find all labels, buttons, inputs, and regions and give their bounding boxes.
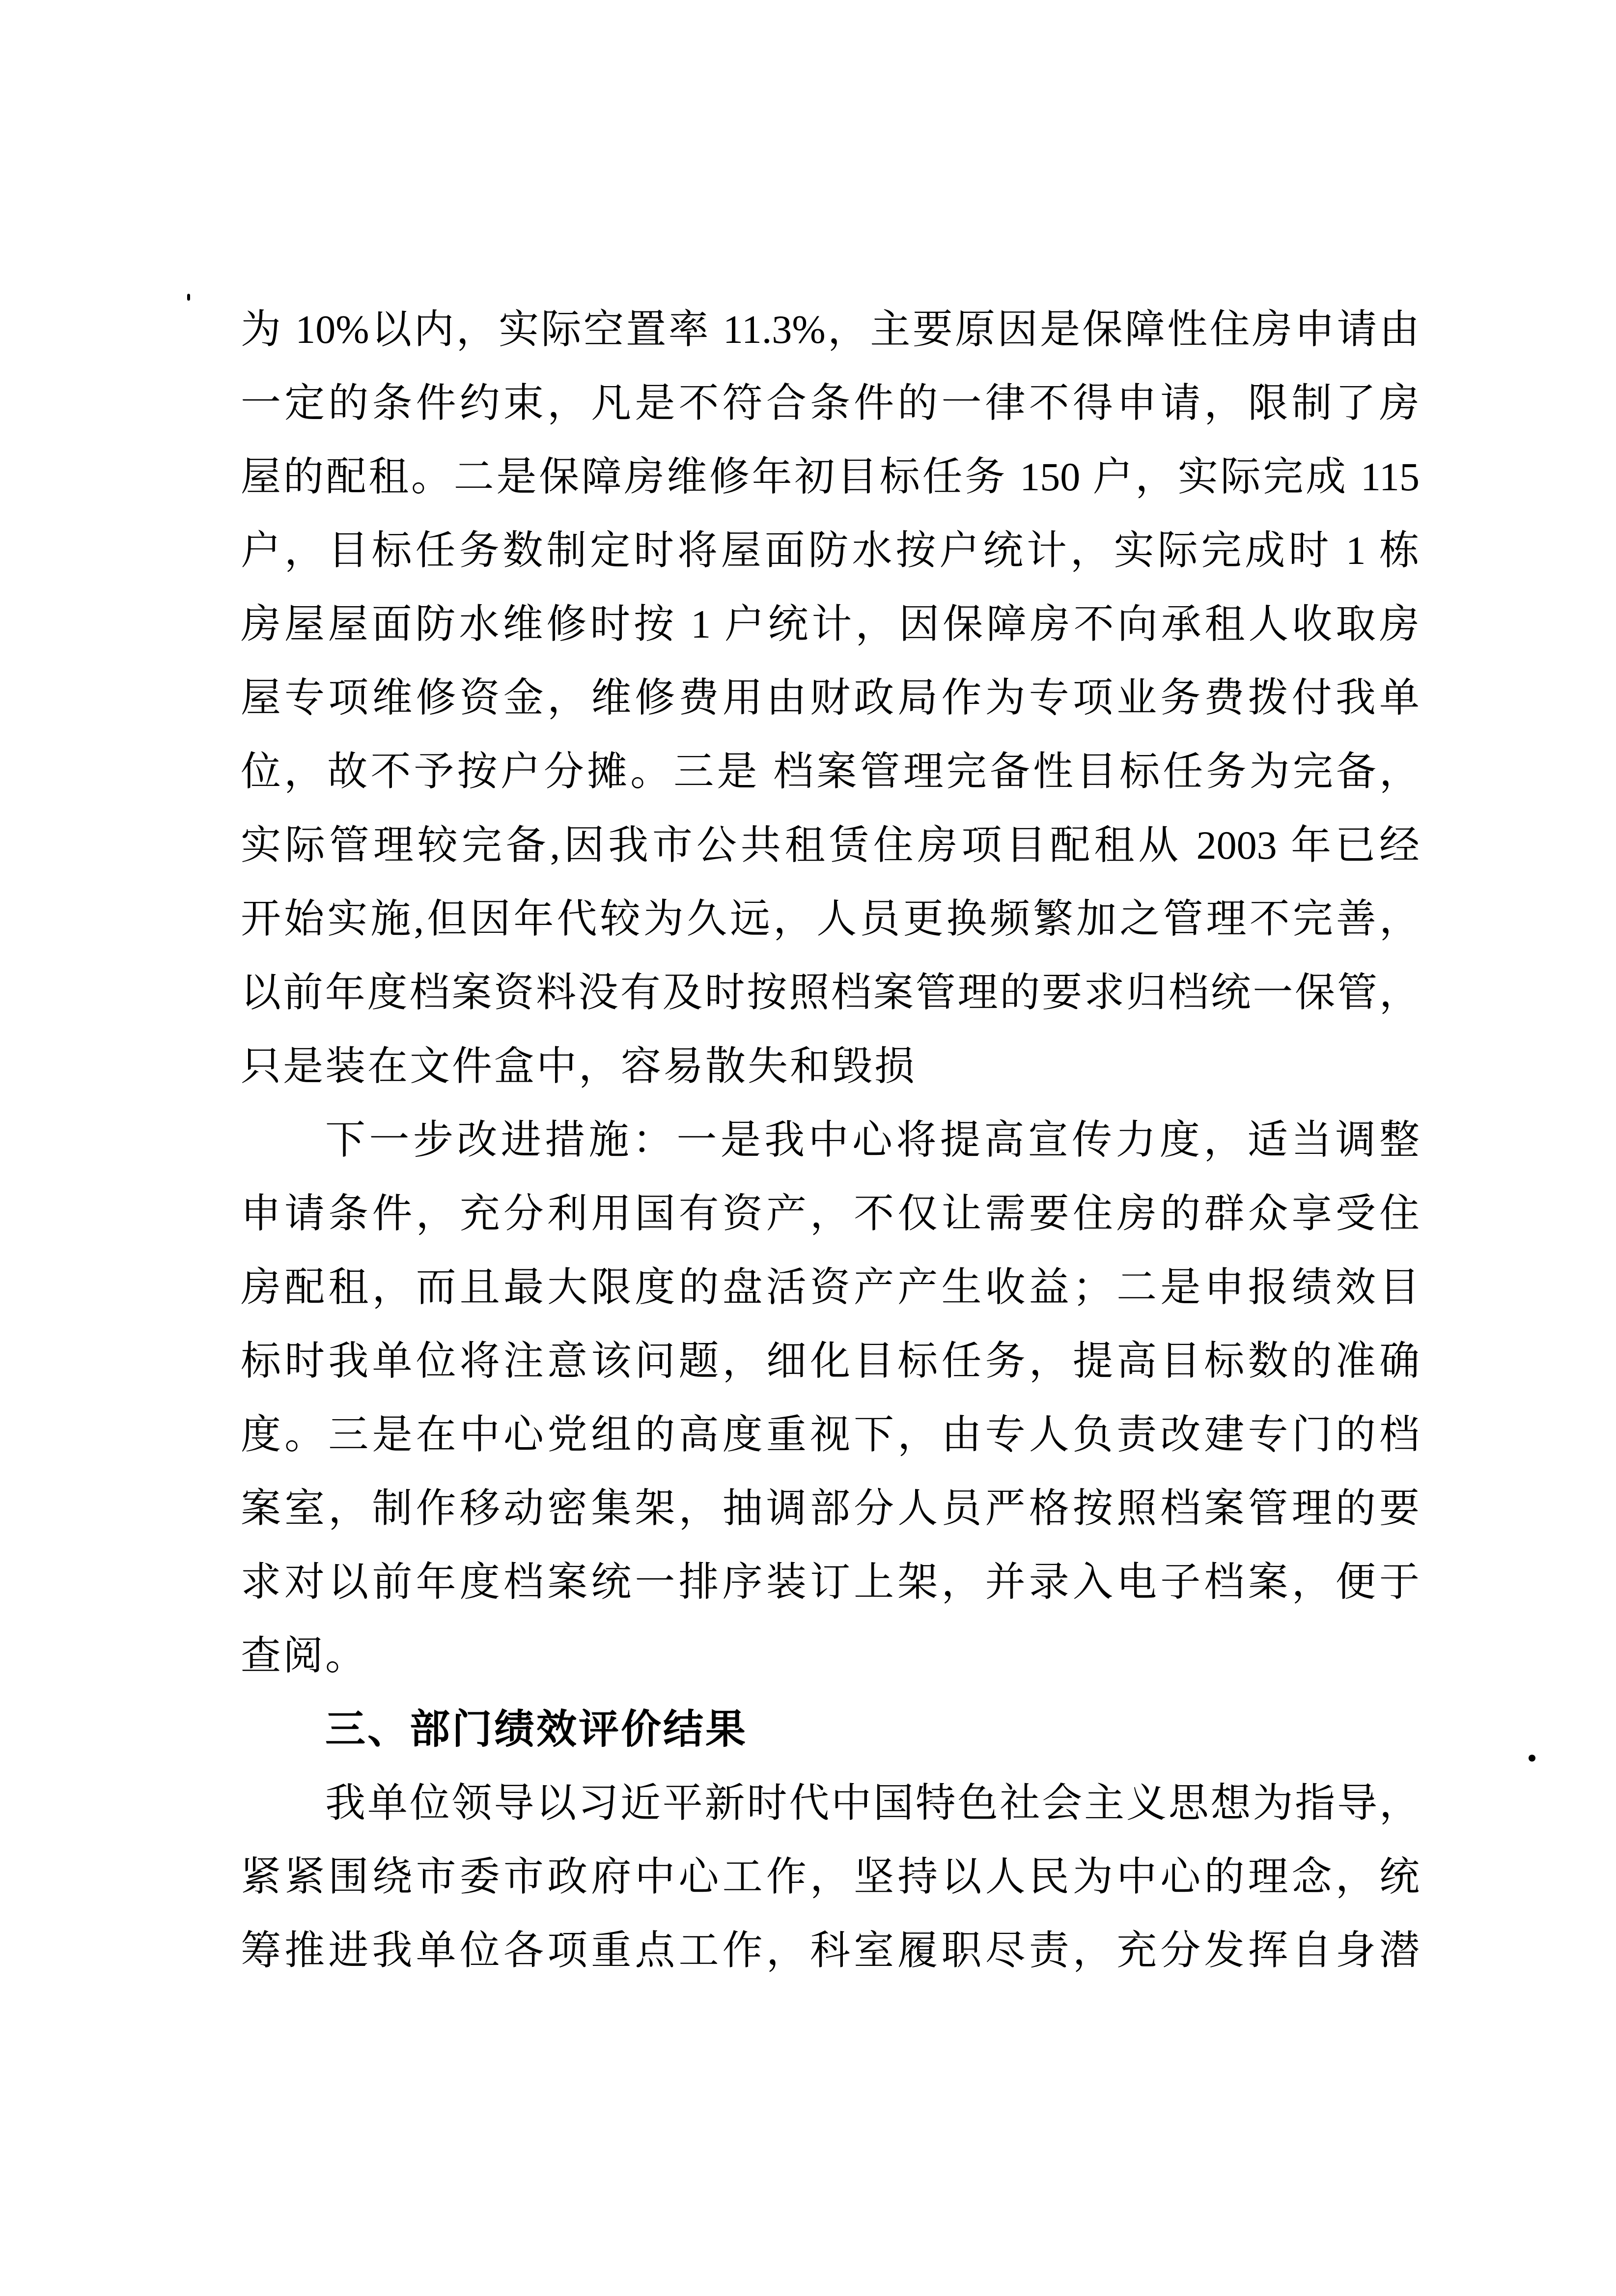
text-line: 房配租，而且最大限度的盘活资产产生收益；二是申报绩效目: [241, 1265, 1420, 1310]
text-line: 紧紧围绕市委市政府中心工作，坚持以人民为中心的理念，统: [241, 1854, 1420, 1899]
text-line: 以前年度档案资料没有及时按照档案管理的要求归档统一保管，: [241, 970, 1420, 1015]
text-line: 一定的条件约束，凡是不符合条件的一律不得申请，限制了房: [241, 381, 1420, 425]
text-line: 申请条件，充分利用国有资产，不仅让需要住房的群众享受住: [241, 1191, 1420, 1236]
text-line: 查阅。: [241, 1633, 368, 1678]
text-line: 位，故不予按户分摊。三是 档案管理完备性目标任务为完备，: [241, 749, 1420, 794]
text-line: 开始实施,但因年代较为久远，人员更换频繁加之管理不完善，: [241, 896, 1420, 941]
text-line: 屋专项维修资金，维修费用由财政局作为专项业务费拨付我单: [241, 675, 1420, 720]
text-line: 实际管理较完备,因我市公共租赁住房项目配租从 2003 年已经: [241, 823, 1420, 868]
scan-speck-small: [187, 294, 190, 301]
scan-speck: [1529, 1755, 1535, 1762]
text-line: 度。三是在中心党组的高度重视下，由专人负责改建专门的档: [241, 1412, 1420, 1457]
text-line: 户，目标任务数制定时将屋面防水按户统计，实际完成时 1 栋: [241, 528, 1420, 573]
text-line: 案室，制作移动密集架，抽调部分人员严格按照档案管理的要: [241, 1486, 1420, 1531]
text-line: 为 10%以内，实际空置率 11.3%，主要原因是保障性住房申请由: [241, 307, 1420, 352]
text-line: 求对以前年度档案统一排序装订上架，并录入电子档案，便于: [241, 1560, 1420, 1604]
text-line: 筹推进我单位各项重点工作，科室履职尽责，充分发挥自身潜: [241, 1928, 1420, 1973]
text-line: 下一步改进措施：一是我中心将提高宣传力度，适当调整: [325, 1118, 1420, 1162]
text-line: 我单位领导以习近平新时代中国特色社会主义思想为指导，: [325, 1781, 1420, 1825]
section-heading: 三、部门绩效评价结果: [325, 1707, 748, 1752]
text-line: 只是装在文件盒中，容易散失和毁损: [241, 1044, 917, 1089]
text-line: 屋的配租。二是保障房维修年初目标任务 150 户，实际完成 115: [241, 454, 1420, 499]
text-line: 标时我单位将注意该问题，细化目标任务，提高目标数的准确: [241, 1339, 1420, 1383]
text-column: [241, 293, 1420, 1988]
text-line: 房屋屋面防水维修时按 1 户统计，因保障房不向承租人收取房: [241, 602, 1420, 646]
